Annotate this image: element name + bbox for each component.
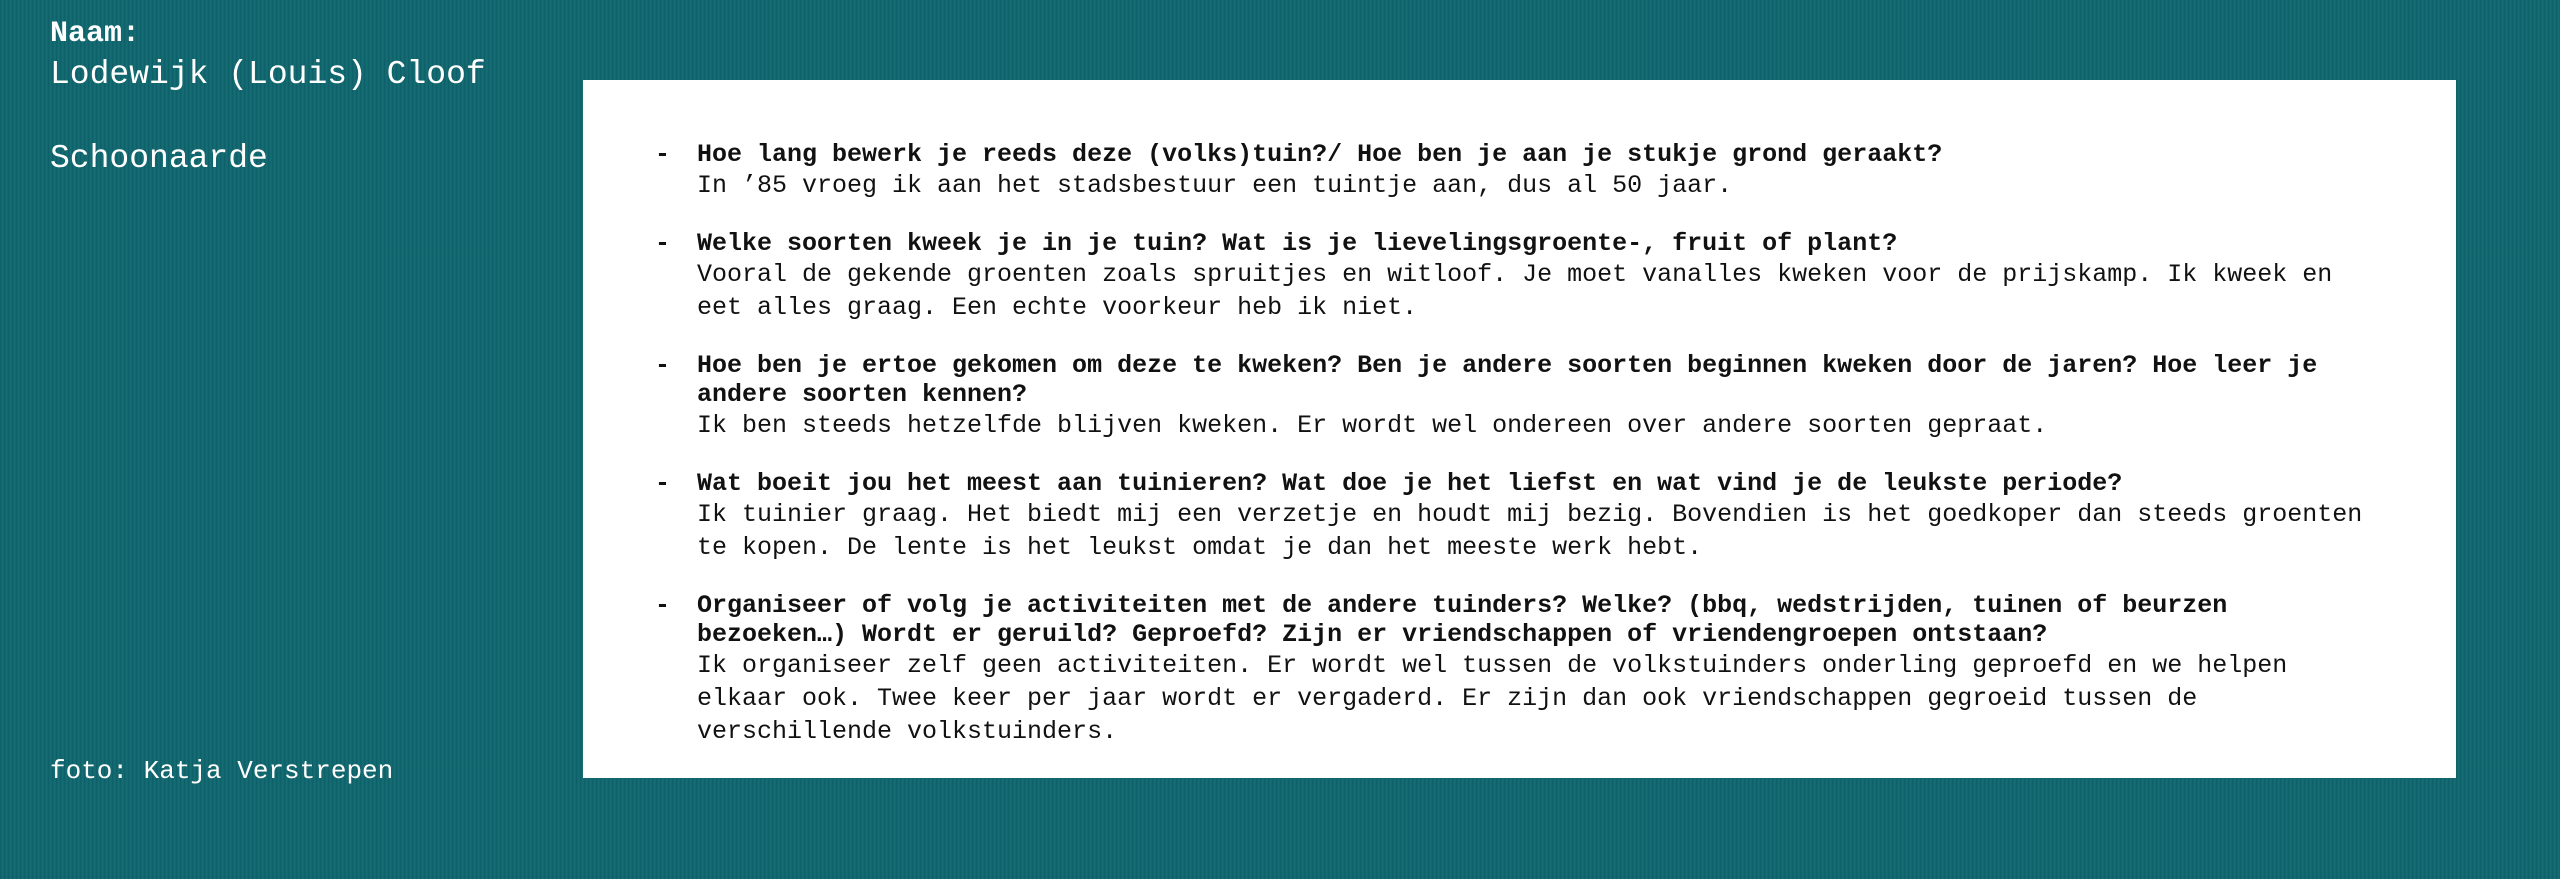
- name-label: Naam:: [50, 17, 141, 51]
- photo-credit: foto: Katja Verstrepen: [50, 756, 394, 786]
- bullet-dash: -: [655, 591, 671, 620]
- interview-card: [583, 80, 2456, 778]
- question-5: Organiseer of volg je activiteiten met de andere tuinders? Welke? (bbq, wedstrijden, tuinen of beurzen bezoeken…) Wordt er geruild? Geproefd? Zijn er vriendschappen of vriendengroepen ontstaan?: [697, 591, 2228, 649]
- answer-5: Ik organiseer zelf geen activiteiten. Er wordt wel tussen de volkstuinders onderling geproefd en we helpen elkaar ook. Twee keer per jaar wordt er vergaderd. Er zijn dan ook vriendschappen gegroeid tussen de verschillende volkstuinders.: [697, 651, 2288, 746]
- bullet-dash: -: [655, 140, 671, 169]
- bullet-dash: -: [655, 229, 671, 258]
- qa-item-2: [583, 229, 2477, 324]
- qa-item-5: [583, 591, 2477, 748]
- bullet-dash: -: [655, 469, 671, 498]
- qa-list: [583, 140, 2456, 748]
- question-3: Hoe ben je ertoe gekomen om deze te kweken? Ben je andere soorten beginnen kweken door de jaren? Hoe leer je andere soorten kennen?: [697, 351, 2318, 409]
- qa-item-4: [583, 469, 2477, 564]
- question-1: Hoe lang bewerk je reeds deze (volks)tuin?/ Hoe ben je aan je stukje grond geraakt?: [697, 140, 1943, 169]
- answer-3: Ik ben steeds hetzelfde blijven kweken. Er wordt wel ondereen over andere soorten gepraat.: [697, 411, 2048, 440]
- person-info: [50, 14, 486, 180]
- person-name: Lodewijk (Louis) Cloof: [50, 56, 486, 93]
- bullet-dash: -: [655, 351, 671, 380]
- answer-2: Vooral de gekende groenten zoals spruitjes en witloof. Je moet vanalles kweken voor de prijskamp. Ik kweek en eet alles graag. Een echte voorkeur heb ik niet.: [697, 260, 2333, 322]
- person-place: Schoonaarde: [50, 140, 268, 177]
- answer-1: In ’85 vroeg ik aan het stadsbestuur een tuintje aan, dus al 50 jaar.: [697, 171, 1733, 200]
- question-4: Wat boeit jou het meest aan tuinieren? Wat doe je het liefst en wat vind je de leukste periode?: [697, 469, 2123, 498]
- qa-item-1: [583, 140, 2477, 202]
- qa-item-3: [583, 351, 2477, 442]
- answer-4: Ik tuinier graag. Het biedt mij een verzetje en houdt mij bezig. Bovendien is het goedkoper dan steeds groenten te kopen. De lente is het leukst omdat je dan het meeste werk hebt.: [697, 500, 2363, 562]
- question-2: Welke soorten kweek je in je tuin? Wat is je lievelingsgroente-, fruit of plant?: [697, 229, 1898, 258]
